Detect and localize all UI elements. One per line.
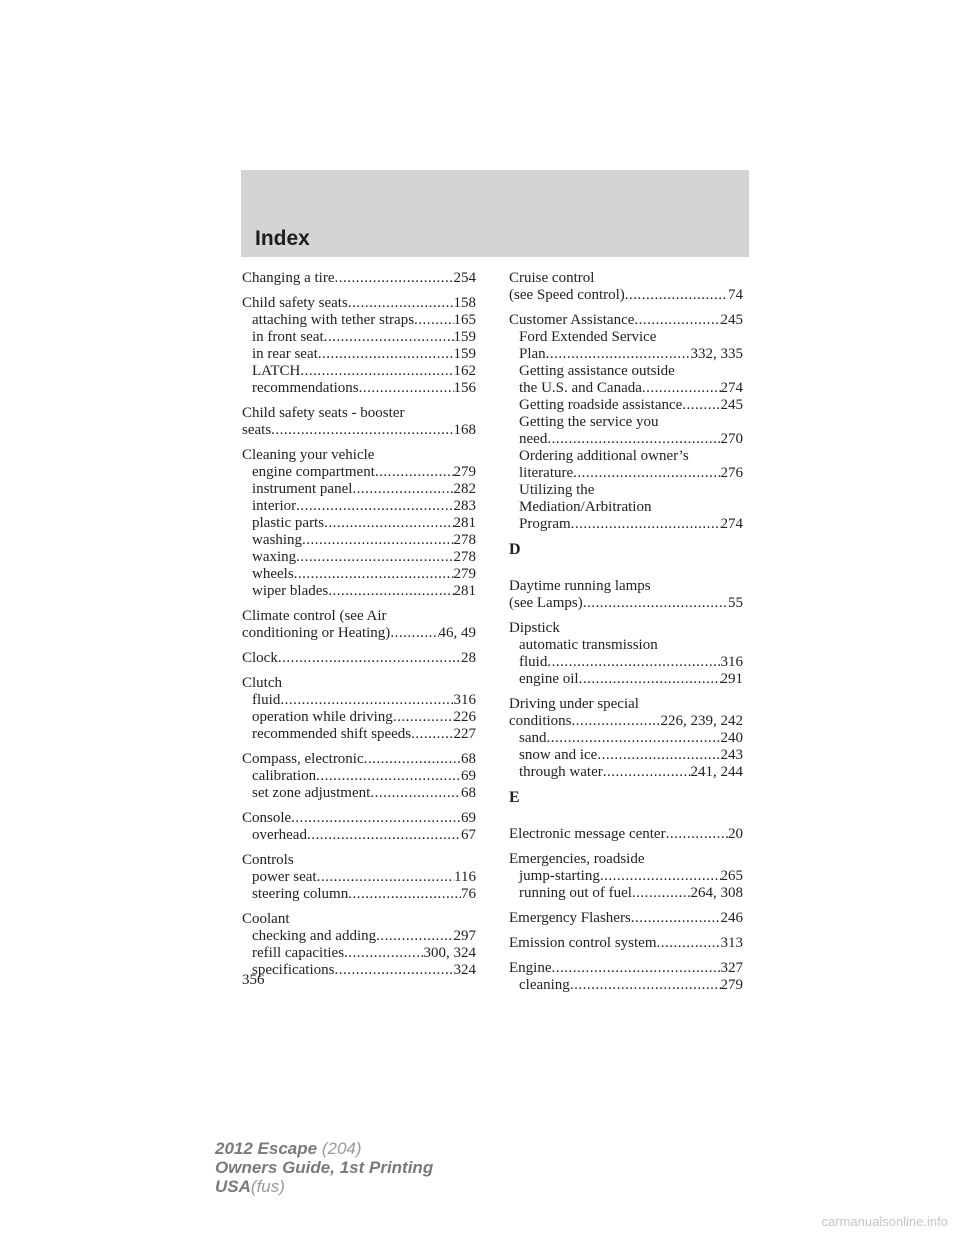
page-reference: 227: [453, 726, 476, 742]
index-entry: [242, 295, 476, 397]
index-term: Getting the service you: [519, 414, 659, 430]
page-reference: 76: [461, 886, 476, 902]
index-entry: [242, 675, 476, 743]
index-subentry: [509, 885, 743, 902]
dot-leader: [600, 868, 721, 885]
index-entry-line: [509, 696, 743, 713]
index-entry-line: [509, 960, 743, 977]
dot-leader: [318, 346, 454, 363]
index-term: Child safety seats: [242, 295, 348, 311]
dot-leader: [316, 768, 461, 785]
index-term: Electronic message center: [509, 826, 666, 842]
index-entry-line: [242, 675, 476, 692]
dot-leader: [348, 886, 461, 903]
index-subentry: [509, 431, 743, 448]
index-term: Clutch: [242, 675, 282, 691]
index-term: engine oil: [519, 671, 579, 687]
index-entry: [242, 447, 476, 600]
page-reference: 158: [453, 295, 476, 311]
dot-leader: [375, 464, 454, 481]
page-reference: 264, 308: [690, 885, 743, 901]
index-entry-line: [242, 422, 476, 439]
index-term: Mediation/Arbitration: [519, 499, 652, 515]
dot-leader: [294, 566, 454, 583]
index-term: Emergency Flashers: [509, 910, 631, 926]
index-term: Ford Extended Service: [519, 329, 657, 345]
dot-leader: [370, 785, 461, 802]
dot-leader: [348, 295, 454, 312]
dot-leader: [547, 654, 720, 671]
footer: [215, 1139, 433, 1196]
page-reference: 162: [453, 363, 476, 379]
index-term: Cleaning your vehicle: [242, 447, 375, 463]
dot-leader: [547, 431, 720, 448]
index-subentry: [242, 709, 476, 726]
index-term: (see Speed control): [509, 287, 625, 303]
index-term: specifications: [252, 962, 335, 978]
index-term: steering column: [252, 886, 349, 902]
dot-leader: [572, 713, 661, 730]
index-term: Controls: [242, 852, 294, 868]
page-reference: 327: [720, 960, 743, 976]
index-subentry: [509, 380, 743, 397]
index-subentry: [509, 516, 743, 533]
index-subentry: [242, 515, 476, 532]
index-entry-line: [242, 625, 476, 642]
page-reference: 316: [720, 654, 743, 670]
index-term: running out of fuel: [519, 885, 632, 901]
index-subentry: [242, 329, 476, 346]
dot-leader: [666, 826, 728, 843]
index-subentry: [509, 414, 743, 431]
index-entry-line: [509, 287, 743, 304]
index-entry: [242, 810, 476, 844]
index-entry-line: [242, 751, 476, 768]
index-term: attaching with tether straps: [252, 312, 415, 328]
index-term: engine compartment: [252, 464, 375, 480]
index-term: need: [519, 431, 548, 447]
index-entry-line: [242, 852, 476, 869]
page-reference: 291: [720, 671, 743, 687]
index-subentry: [509, 764, 743, 781]
index-term: through water: [519, 764, 603, 780]
page-reference: 69: [461, 768, 476, 784]
index-entry: [509, 935, 743, 952]
index-term: calibration: [252, 768, 317, 784]
index-term: fluid: [519, 654, 548, 670]
index-entry-line: [242, 608, 476, 625]
index-term: instrument panel: [252, 481, 353, 497]
dot-leader: [300, 363, 453, 380]
page-reference: 241, 244: [690, 764, 743, 780]
index-term: Utilizing the: [519, 482, 595, 498]
dot-leader: [317, 869, 454, 886]
dot-leader: [414, 312, 453, 329]
index-entry-line: [242, 810, 476, 827]
page-reference: 67: [461, 827, 476, 843]
page-reference: 243: [720, 747, 743, 763]
index-term: Coolant: [242, 911, 290, 927]
index-entry: [509, 578, 743, 612]
dot-leader: [547, 730, 721, 747]
page-reference: 332, 335: [690, 346, 743, 362]
index-term: power seat: [252, 869, 317, 885]
index-subentry: [242, 726, 476, 743]
dot-leader: [634, 312, 720, 329]
index-term: overhead: [252, 827, 307, 843]
page-reference: 168: [453, 422, 476, 438]
dot-leader: [328, 583, 453, 600]
footer-edition: Owners Guide, 1st Printing: [215, 1158, 434, 1177]
dot-leader: [632, 885, 691, 902]
index-term: wiper blades: [252, 583, 329, 599]
page-title: Index: [255, 227, 310, 250]
dot-leader: [302, 532, 454, 549]
index-entry-line: [242, 295, 476, 312]
index-entry-line: [242, 911, 476, 928]
footer-model-code: (204): [321, 1139, 362, 1158]
page-reference: 226: [453, 709, 476, 725]
index-subentry: [509, 671, 743, 688]
index-term: plastic parts: [252, 515, 325, 531]
page-reference: 245: [720, 312, 743, 328]
index-column-left: [242, 270, 476, 987]
index-term: Daytime running lamps: [509, 578, 651, 594]
index-subentry: [509, 868, 743, 885]
dot-leader: [364, 751, 461, 768]
index-entry-line: [509, 620, 743, 637]
index-term: checking and adding: [252, 928, 377, 944]
index-term: Emergencies, roadside: [509, 851, 645, 867]
page-reference: 240: [720, 730, 743, 746]
dot-leader: [291, 810, 461, 827]
index-entry: [509, 851, 743, 902]
index-entry-line: [509, 910, 743, 927]
index-subentry: [509, 499, 743, 516]
index-term: Cruise control: [509, 270, 595, 286]
index-term: Ordering additional owner’s: [519, 448, 689, 464]
page-reference: 274: [720, 380, 743, 396]
index-subentry: [509, 363, 743, 380]
dot-leader: [411, 726, 453, 743]
dot-leader: [334, 962, 453, 979]
index-subentry: [242, 945, 476, 962]
index-term: Changing a tire: [242, 270, 335, 286]
index-term: Child safety seats - booster: [242, 405, 405, 421]
index-entry: [242, 852, 476, 903]
index-term: waxing: [252, 549, 297, 565]
dot-leader: [296, 549, 453, 566]
dot-leader: [570, 977, 721, 994]
index-entry: [509, 826, 743, 843]
dot-leader: [657, 935, 721, 952]
page-reference: 316: [453, 692, 476, 708]
index-letter-heading: E: [509, 789, 520, 806]
page-reference: 281: [453, 583, 476, 599]
index-term: automatic transmission: [519, 637, 658, 653]
index-term: Engine: [509, 960, 552, 976]
index-subentry: [509, 397, 743, 414]
index-entry-line: [509, 595, 743, 612]
index-entry-line: [509, 270, 743, 287]
index-subentry: [509, 482, 743, 499]
index-entry-line: [509, 578, 743, 595]
page-reference: 265: [720, 868, 743, 884]
dot-leader: [573, 465, 720, 482]
dot-leader: [344, 945, 423, 962]
index-subentry: [509, 654, 743, 671]
page-reference: 246: [720, 910, 743, 926]
index-entry: [242, 405, 476, 439]
index-entry: [509, 910, 743, 927]
index-term: fluid: [252, 692, 281, 708]
page-reference: 55: [728, 595, 743, 611]
index-term: the U.S. and Canada: [519, 380, 642, 396]
dot-leader: [352, 481, 453, 498]
page-reference: 116: [454, 869, 476, 885]
footer-market: USA: [215, 1177, 251, 1196]
footer-market-code: (fus): [250, 1177, 285, 1196]
index-term: wheels: [252, 566, 294, 582]
page-reference: 254: [453, 270, 476, 286]
index-term: Compass, electronic: [242, 751, 364, 767]
dot-leader: [390, 625, 438, 642]
page-reference: 279: [720, 977, 743, 993]
index-entry: [509, 696, 743, 781]
index-term: cleaning: [519, 977, 570, 993]
index-entry: [242, 911, 476, 979]
page-reference: 156: [453, 380, 476, 396]
index-term: Driving under special: [509, 696, 639, 712]
index-entry: [509, 312, 743, 533]
page-reference: 20: [728, 826, 743, 842]
page-reference: 283: [453, 498, 476, 514]
index-subentry: [509, 329, 743, 346]
dot-leader: [625, 287, 728, 304]
dot-leader: [571, 516, 721, 533]
page-reference: 245: [720, 397, 743, 413]
index-term: refill capacities: [252, 945, 345, 961]
page-reference: 74: [728, 287, 743, 303]
index-subentry: [242, 312, 476, 329]
index-subentry: [242, 498, 476, 515]
index-subentry: [242, 928, 476, 945]
index-subentry: [242, 962, 476, 979]
page-reference: 159: [453, 346, 476, 362]
index-term: Customer Assistance: [509, 312, 635, 328]
page-reference: 279: [453, 566, 476, 582]
index-entry-line: [509, 851, 743, 868]
page-reference: 165: [453, 312, 476, 328]
index-term: Getting roadside assistance: [519, 397, 683, 413]
index-term: in front seat: [252, 329, 324, 345]
index-entry: [509, 620, 743, 688]
index-entry-line: [509, 713, 743, 730]
index-subentry: [242, 886, 476, 903]
page-reference: 282: [453, 481, 476, 497]
dot-leader: [642, 380, 721, 397]
dot-leader: [324, 329, 454, 346]
index-term: Dipstick: [509, 620, 560, 636]
index-subentry: [242, 583, 476, 600]
index-term: snow and ice: [519, 747, 598, 763]
index-subentry: [242, 532, 476, 549]
page-reference: 278: [453, 549, 476, 565]
footer-model: 2012 Escape: [215, 1139, 318, 1158]
page-reference: 46, 49: [438, 625, 476, 641]
page-reference: 68: [461, 785, 476, 801]
index-subentry: [242, 481, 476, 498]
index-entry: [509, 960, 743, 994]
index-subentry: [509, 747, 743, 764]
dot-leader: [546, 346, 691, 363]
index-term: (see Lamps): [509, 595, 583, 611]
dot-leader: [579, 671, 721, 688]
index-term: seats: [242, 422, 272, 438]
index-term: literature: [519, 465, 574, 481]
index-term: set zone adjustment: [252, 785, 371, 801]
index-term: recommendations: [252, 380, 359, 396]
index-entry: [509, 270, 743, 304]
index-term: interior: [252, 498, 297, 514]
index-term: Console: [242, 810, 292, 826]
index-term: conditioning or Heating): [242, 625, 391, 641]
index-subentry: [242, 768, 476, 785]
index-term: Emission control system: [509, 935, 657, 951]
page-reference: 69: [461, 810, 476, 826]
dot-leader: [359, 380, 454, 397]
index-term: sand: [519, 730, 547, 746]
page-reference: 300, 324: [423, 945, 476, 961]
page-reference: 274: [720, 516, 743, 532]
index-subentry: [242, 692, 476, 709]
index-subentry: [509, 346, 743, 363]
index-subentry: [242, 549, 476, 566]
dot-leader: [603, 764, 691, 781]
index-column-right: [509, 270, 743, 1002]
index-term: Climate control (see Air: [242, 608, 387, 624]
index-term: jump-starting: [519, 868, 600, 884]
page-reference: 281: [453, 515, 476, 531]
index-subentry: [242, 464, 476, 481]
index-entry-line: [242, 650, 476, 667]
index-subentry: [509, 448, 743, 465]
index-entry-line: [242, 270, 476, 287]
index-subentry: [509, 637, 743, 654]
index-term: recommended shift speeds: [252, 726, 412, 742]
dot-leader: [682, 397, 720, 414]
page-reference: 297: [453, 928, 476, 944]
dot-leader: [280, 692, 453, 709]
watermark[interactable]: carmanualsonline.info: [821, 1214, 948, 1229]
page-reference: 276: [720, 465, 743, 481]
index-entry-line: [509, 826, 743, 843]
index-entry-line: [242, 447, 476, 464]
dot-leader: [278, 650, 461, 667]
dot-leader: [597, 747, 720, 764]
index-term: in rear seat: [252, 346, 318, 362]
index-subentry: [242, 380, 476, 397]
index-subentry: [509, 977, 743, 994]
dot-leader: [296, 498, 453, 515]
index-term: Plan: [519, 346, 546, 362]
dot-leader: [376, 928, 453, 945]
index-term: washing: [252, 532, 302, 548]
index-subentry: [242, 869, 476, 886]
index-entry-line: [509, 935, 743, 952]
index-entry-line: [509, 312, 743, 329]
index-entry-line: [242, 405, 476, 422]
page-number: 356: [242, 972, 265, 988]
index-term: Program: [519, 516, 571, 532]
page-reference: 279: [453, 464, 476, 480]
index-term: operation while driving: [252, 709, 393, 725]
dot-leader: [324, 515, 453, 532]
dot-leader: [271, 422, 453, 439]
index-subentry: [509, 465, 743, 482]
page-reference: 324: [453, 962, 476, 978]
page-reference: 159: [453, 329, 476, 345]
header-bar: [241, 170, 749, 257]
page-reference: 226, 239, 242: [660, 713, 743, 729]
index-term: Getting assistance outside: [519, 363, 675, 379]
index-subentry: [242, 827, 476, 844]
index-entry: [242, 650, 476, 667]
dot-leader: [552, 960, 721, 977]
page-reference: 270: [720, 431, 743, 447]
page-reference: 28: [461, 650, 476, 666]
dot-leader: [307, 827, 461, 844]
index-letter-heading: D: [509, 541, 521, 558]
dot-leader: [631, 910, 721, 927]
index-term: LATCH: [252, 363, 301, 379]
index-subentry: [509, 730, 743, 747]
index-subentry: [242, 346, 476, 363]
index-entry: [242, 608, 476, 642]
index-entry: [242, 751, 476, 802]
index-term: Clock: [242, 650, 278, 666]
dot-leader: [583, 595, 728, 612]
index-term: conditions: [509, 713, 572, 729]
page-reference: 68: [461, 751, 476, 767]
dot-leader: [393, 709, 454, 726]
index-entry: [242, 270, 476, 287]
index-subentry: [242, 785, 476, 802]
dot-leader: [334, 270, 453, 287]
index-subentry: [242, 566, 476, 583]
page-reference: 278: [453, 532, 476, 548]
page-reference: 313: [720, 935, 743, 951]
index-subentry: [242, 363, 476, 380]
